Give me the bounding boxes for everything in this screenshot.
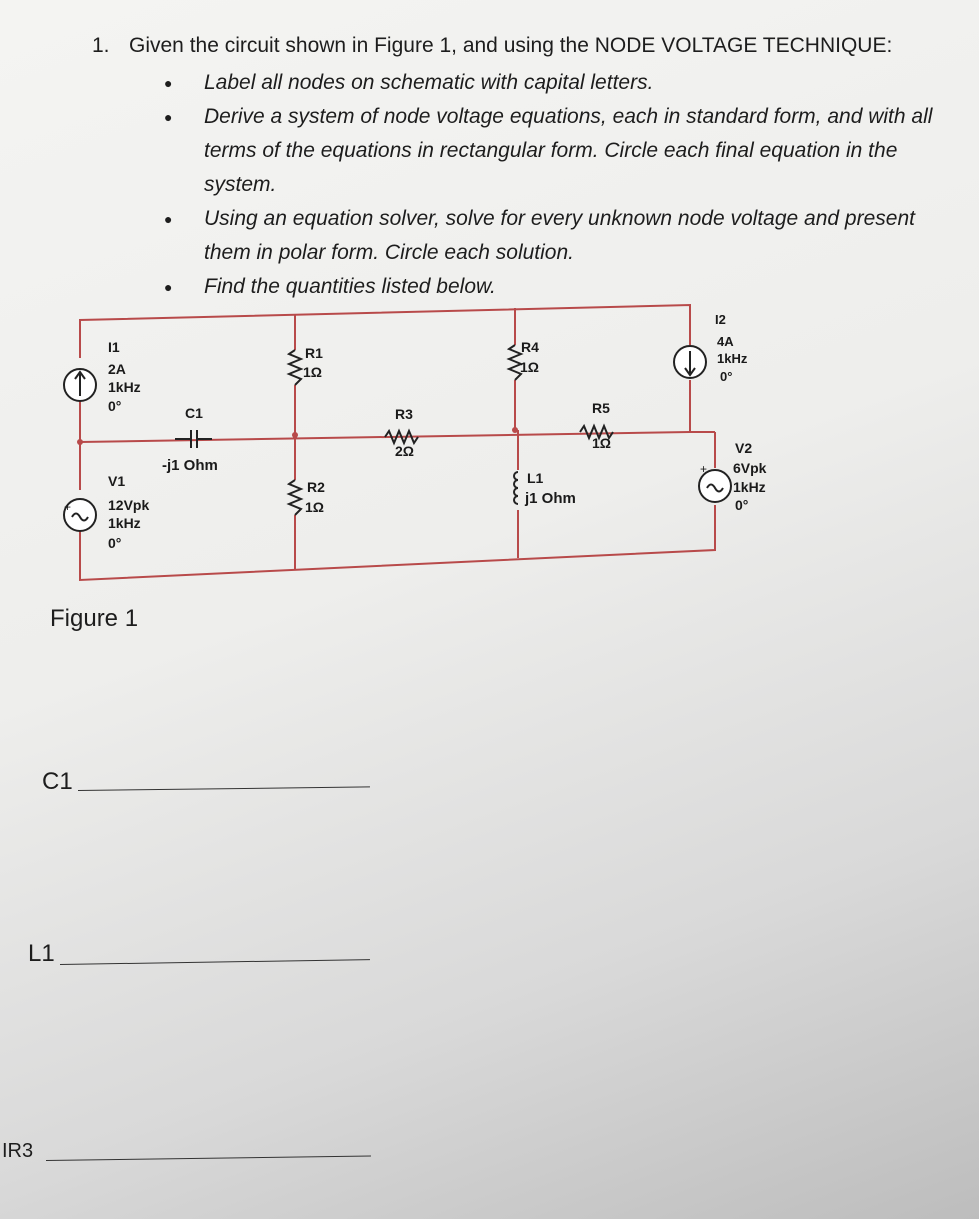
instruction-solve-voltages: ● Using an equation solver, solve for every unknown node voltage and present them in polar form. Circle each solution. [164, 202, 964, 270]
c1-name: C1 [185, 405, 203, 421]
r2-name: R2 [307, 479, 325, 495]
answer-c1-blank[interactable] [78, 786, 370, 791]
answer-l1-blank[interactable] [60, 959, 370, 965]
instruction-derive-equations: ● Derive a system of node voltage equations, each in standard form, and with all terms of the equations in rectangular form. Circle each final equation in the system. [164, 100, 964, 202]
r1-value: 1Ω [303, 364, 323, 380]
instruction-find-quantities: ● Find the quantities listed below. [164, 270, 964, 304]
resistor-r2-icon [289, 480, 301, 515]
r3-name: R3 [395, 406, 413, 422]
v2-value: 6Vpk [733, 460, 767, 476]
i2-value: 4A [717, 334, 734, 349]
r5-name: R5 [592, 400, 610, 416]
v2-name: V2 [735, 440, 753, 456]
r3-value: 2Ω [395, 443, 415, 459]
l1-value: j1 Ohm [525, 490, 576, 507]
i2-phase: 0° [720, 369, 733, 384]
inductor-l1-icon [514, 472, 518, 504]
i2-name: I2 [715, 312, 726, 327]
answer-ir3-label: IR3 [2, 1140, 34, 1162]
resistor-r1-icon [289, 350, 301, 385]
question-number: 1. [92, 34, 110, 57]
question-text: Given the circuit shown in Figure 1, and using the NODE VOLTAGE TECHNIQUE: [129, 34, 893, 57]
v2-phase: 0° [735, 497, 749, 513]
v1-plus-sign: + [64, 500, 72, 514]
current-source-i2-icon [674, 346, 706, 378]
i1-value: 2A [108, 361, 126, 377]
v1-phase: 0° [108, 535, 122, 551]
figure-caption: Figure 1 [50, 605, 139, 632]
i1-phase: 0° [108, 398, 122, 414]
i2-frequency: 1kHz [717, 351, 748, 366]
instruction-label-nodes: ● Label all nodes on schematic with capital letters. [164, 66, 964, 100]
answer-c1-label: C1 [42, 768, 73, 795]
r2-value: 1Ω [305, 499, 325, 515]
current-source-i1-icon [64, 369, 96, 401]
i1-frequency: 1kHz [108, 379, 141, 395]
v1-frequency: 1kHz [108, 515, 141, 531]
instruction-list [164, 66, 964, 304]
answer-ir3-blank[interactable] [46, 1155, 371, 1161]
r4-value: 1Ω [520, 359, 540, 375]
r4-name: R4 [521, 339, 539, 355]
v1-value: 12Vpk [108, 497, 150, 513]
capacitor-c1-icon [175, 430, 212, 448]
answer-l1-label: L1 [28, 940, 55, 967]
r5-value: 1Ω [592, 435, 612, 451]
v2-plus-sign: + [700, 462, 708, 476]
i1-name: I1 [108, 339, 120, 355]
v1-name: V1 [108, 473, 126, 489]
c1-value: -j1 Ohm [162, 457, 218, 474]
v2-frequency: 1kHz [733, 479, 766, 495]
r1-name: R1 [305, 345, 323, 361]
circuit-schematic [0, 290, 979, 620]
l1-name: L1 [527, 470, 544, 486]
